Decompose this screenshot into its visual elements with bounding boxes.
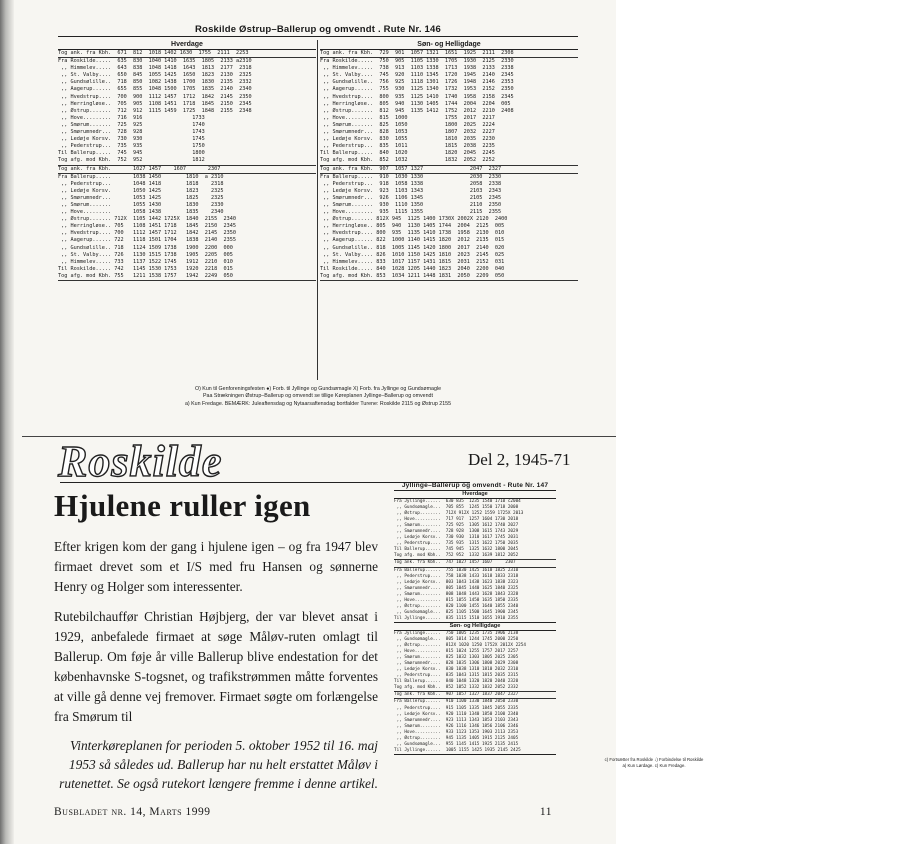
timetable-row: ,, Hove.......... 933 1123 1353 1903 2113 2353 — [394, 729, 519, 735]
timetable-row: ,, Herringløse.. 805 940 1130 1405 1744 2004 2125 005 — [320, 223, 505, 230]
timetable-row: Til Ballerup...... 745 945 1325 1632 1800 2045 — [394, 547, 519, 553]
timetable-row: ,, Hove.......... 815 1024 1255 1757 2017 2257 — [394, 649, 519, 655]
timetable-row: ,, St. Valby.... 826 1010 1150 1425 1810 2023 2145 025 — [320, 251, 505, 258]
timetable-row: Tog ank. fra Kbh. 907 1057 1327 2047 2327 — [320, 166, 578, 174]
timetable-row: ,, Smørumnedr... 926 1106 1345 2105 2345 — [320, 194, 502, 201]
timetable-row: ,, Smørumnedr... 728 928 1743 — [58, 129, 205, 136]
timetable-row: ,, Hove......... 1058 1438 1835 2340 — [58, 209, 224, 216]
timetable-row: Tog ank. fra Kbh. 671 812 1018 1402 1630 1755 2111 2253 — [58, 50, 316, 58]
timetable-row: ,, Himmelev..... 833 1017 1157 1431 1815 2031 2152 031 — [320, 258, 505, 265]
page-number: 11 — [539, 806, 552, 818]
timetable-row: ,, Aagerup...... 655 855 1048 1500 1705 1835 2140 2340 — [58, 86, 252, 93]
timetable-row: ,, Ledøje Korsv.. 920 1110 1340 1850 2100 2340 — [394, 711, 519, 717]
timetable-row: ,, Østrup....... 812 945 1135 1412 1752 2012 2210 2408 — [320, 107, 514, 114]
timetable-row: ,, Østrup....... 812X 945 1125 1400 1730X 2002X 2120 2400 — [320, 216, 508, 223]
timetable-row: ,, Østrup........ 812X 1020 1250 1752X 2012X 2254 — [394, 643, 526, 649]
timetable-row: ,, Smørumnedr... 828 1053 1807 2032 2227 — [320, 129, 495, 136]
timetable-row: ,, Hove......... 716 916 1733 — [58, 114, 205, 121]
timetable-row: Til Roskilde..... 742 1145 1530 1753 1920 2218 015 — [58, 265, 233, 272]
roskilde-logo: Roskilde — [58, 437, 223, 486]
timetable-row: ,, Herringløse.. 705 905 1108 1451 1718 1845 2150 2345 — [58, 100, 252, 107]
weekday-heading: Hverdage — [58, 40, 316, 50]
timetable-row: Tog afg. mod Kbh.. 852 1052 1332 1832 2052 2332 — [394, 685, 556, 692]
timetable-row: ,, Herringløse.. 805 940 1130 1405 1744 2004 2204 005 — [320, 100, 511, 107]
timetable-row: Tog afg. mod Kbh. 752 952 1812 — [58, 157, 316, 165]
timetable-row: ,, Hove.......... 717 917 1257 1604 1730 2018 — [394, 517, 519, 523]
page-spine-shadow — [0, 0, 14, 844]
article-paragraph: Rutebilchauffør Christian Højbjerg, der var blevet ansat i 1929, anbefalede firmaet at søge Måløv-ruten omlagt til Ballerup. Om føje år ville Ballerup blive endestation for det københavnske S-togsnet, og trafikstrømmen måtte forventes at ville gå denne vej fremover. Firmaet søgte om forlængelse fra Smørum til — [54, 609, 378, 724]
timetable-row: ,, Østrup........ 712X 912X 1252 1559 1725X 2013 — [394, 511, 524, 517]
timetable-row: Til Jyllinge...... 1005 1155 1425 1935 2145 2425 — [394, 747, 521, 753]
article-headline: Hjulene ruller igen — [54, 488, 311, 523]
timetable-notes — [58, 386, 578, 408]
timetable-row: ,, Smørumnedr.... 728 928 1308 1615 1743 2029 — [394, 529, 519, 535]
timetable-row: ,, Østrup........ 945 1135 1405 1915 2125 2405 — [394, 735, 519, 741]
timetable-row: Til Roskilde..... 840 1028 1205 1440 1823 2040 2200 040 — [320, 265, 505, 272]
timetable-row: ,, Ledøje Korsv.. 830 1038 1310 1810 2032 2310 — [394, 667, 519, 673]
timetable-row: ,, Pederstrup.... 915 1105 1335 1845 2055 2335 — [394, 705, 519, 711]
timetable-caption: Vinterkøreplanen for perioden 5. oktober 1952 til 16. maj 1953 så således ud. Ballerup har nu helt erstattet Måløv i rutenettet. Se også rutekort længere fremme i denne artikel. — [59, 738, 378, 791]
timetable-row: Tog ank. fra Kbh.. 907 1057 1327 1837 2047 2327 — [394, 692, 556, 699]
timetable-row: Tog ank. fra Kbh.. 747 1027 1457 1607 2307 — [394, 560, 556, 567]
timetable-row: ,, Gundsølille.. 718 850 1082 1438 1700 1830 2135 2332 — [58, 79, 252, 86]
timetable-row: Til Jyllinge...... 835 1115 1510 1655 1910 2355 — [394, 615, 519, 621]
side-holiday-rows — [394, 631, 556, 754]
holiday-rows — [320, 50, 578, 281]
timetable-row: ,, Himmelev..... 738 913 1103 1338 1713 1938 2133 2338 — [320, 65, 514, 72]
timetable-title: Roskilde Østrup–Ballerup og omvendt . Rute Nr. 146 — [195, 24, 441, 35]
timetable-row: ,, Smørum........ 825 1032 1303 1805 2025 2305 — [394, 655, 519, 661]
timetable-row: ,, Smørum....... 930 1110 1350 2110 2350 — [320, 201, 502, 208]
section-banner — [22, 436, 616, 486]
timetable-row: Tog afg. mod Kbh. 853 1034 1211 1448 1831 2050 2209 050 — [320, 273, 578, 281]
timetable-row: ,, Aagerup...... 822 1000 1140 1415 1820 2012 2135 015 — [320, 237, 505, 244]
timetable-row: ,, Østrup....... 712 912 1115 1459 1725 1848 2155 2348 — [58, 107, 252, 114]
timetable-row: ,, Smørumnedr.... 805 1045 1440 1625 1840 2325 — [394, 585, 519, 591]
timetable-row: Tog ank. fra Kbh. 729 901 1057 1321 1651 1925 2111 2308 — [320, 50, 578, 58]
weekday-rows — [58, 50, 316, 281]
timetable-row: ,, Hove......... 935 1115 1355 2115 2355 — [320, 209, 502, 216]
timetable-row: ,, Smørum....... 725 925 1740 — [58, 121, 205, 128]
timetable-row: ,, Hove.......... 815 1055 1450 1635 1850 2335 — [394, 597, 519, 603]
timetable-row: ,, St. Valby.... 745 920 1110 1345 1720 1945 2140 2345 — [320, 72, 514, 79]
timetable-row: ,, St. Valby.... 650 845 1055 1425 1650 1823 2130 2325 — [58, 72, 252, 79]
side-note: a) Kun Lørdage. c) Kun Fredage. — [622, 762, 686, 768]
timetable-row: ,, Ledøje Korsv.. 730 930 1310 1617 1745 2031 — [394, 535, 519, 541]
timetable-row: Fra Ballerup..... 1038 1450 1810 a 2310 — [58, 173, 224, 180]
timetable-row: ,, Pederstrup.... 735 935 1315 1622 1750 2035 — [394, 541, 519, 547]
timetable-row: ,, Hvedstrup.... 800 935 1125 1410 1740 1958 2158 2345 — [320, 93, 514, 100]
timetable-row: ,, Pederstrup... 1048 1418 1818 2318 — [58, 180, 224, 187]
timetable-row: ,, Himmelev..... 643 838 1048 1418 1643 1813 2177 2318 — [58, 65, 252, 72]
timetable-row: ,, Smørum........ 808 1048 1443 1628 1843 2328 — [394, 591, 519, 597]
part-label: Del 2, 1945-71 — [468, 450, 571, 469]
publication-info: Busbladet nr. 14, Marts 1999 — [54, 806, 211, 818]
timetable-row: Fra Ballerup..... 910 1030 1330 2030 2330 — [320, 173, 502, 180]
timetable-row: ,, Aagerup...... 755 930 1125 1340 1732 1953 2152 2350 — [320, 86, 514, 93]
timetable-row: ,, Hvedstrup.... 700 900 1112 1457 1712 1842 2145 2350 — [58, 93, 252, 100]
timetable-row: Fra Ballerup...... 755 1030 1425 1610 1825 2310 — [394, 567, 519, 573]
timetable-row: ,, Gundsømagle... 825 1105 1500 1645 1900 2345 — [394, 609, 519, 615]
timetable-row: ,, Gundsømagle... 955 1145 1415 1925 2135 2415 — [394, 741, 519, 747]
timetable-row: Fra Jyllinge...... 750 1005 1235 1735 1906 2138 — [394, 630, 519, 636]
timetable-row: ,, Pederstrup... 918 1058 1338 2058 2338 — [320, 180, 502, 187]
route-146-timetable — [58, 24, 578, 414]
timetable-row: ,, Smørumnedr... 1053 1425 1825 2325 — [58, 194, 224, 201]
timetable-row: Fra Ballerup...... 910 1100 1330 1840 2050 2330 — [394, 699, 519, 705]
timetable-row: ,, Himmelev..... 733 1137 1522 1745 1912 2210 010 — [58, 258, 233, 265]
timetable-row: ,, Pederstrup.... 835 1043 1315 1815 2035 2315 — [394, 673, 519, 679]
timetable-row: Til Ballerup..... 745 945 1800 — [58, 150, 205, 157]
timetable-row: ,, Smørum........ 926 1116 1346 1856 2106 2346 — [394, 723, 519, 729]
timetable-row: ,, Hove......... 815 1000 1755 2017 2217 — [320, 114, 495, 121]
timetable-row: ,, Ledøje Korsv. 730 930 1745 — [58, 136, 205, 143]
side-weekday-heading: Hverdage — [394, 491, 556, 499]
side-holiday-heading: Søn- og Helligdage — [394, 622, 556, 631]
timetable-row: Fra Jyllinge...... 630 835 1235 1540 1710 c2004 — [394, 499, 521, 504]
timetable-row: Tog ank. fra Kbh. 1027 1457 1607 2307 — [58, 166, 316, 174]
side-timetable-title: Jyllinge–Ballerup og omvendt - Rute Nr. 147 — [401, 482, 549, 489]
timetable-row: ,, Ledøje Korsv. 830 1055 1810 2035 2230 — [320, 136, 495, 143]
timetable-note: O) Kun til Genforeningsfesten ●) Forb. til Jyllinge og Gundsømagle X) Forb. fra Jyllinge og Gundsømagle — [194, 386, 442, 392]
side-weekday-rows — [394, 499, 556, 622]
side-note: c) Fortsætter fra Roskilde ↓) Forbindelse til Roskilde — [604, 756, 704, 762]
timetable-row: Fra Roskilde..... 750 905 1105 1330 1705 1930 2125 2330 — [320, 58, 514, 65]
timetable-row: ,, Østrup........ 820 1100 1455 1640 1855 2340 — [394, 603, 519, 609]
timetable-row: ,, Hvedstrup.... 800 935 1135 1410 1738 1958 2130 010 — [320, 230, 505, 237]
timetable-row: ,, Pederstrup... 835 1011 1815 2038 2235 — [320, 143, 495, 150]
timetable-row: Til Ballerup..... 840 1020 1820 2045 2245 — [320, 150, 495, 157]
side-timetable-notes — [394, 757, 914, 769]
timetable-row: ,, Smørum....... 825 1050 1800 2025 2224 — [320, 121, 495, 128]
timetable-row: ,, Herringløse.. 705 1108 1451 1718 1845 2150 2345 — [58, 223, 237, 230]
timetable-row: ,, Aagerup...... 722 1118 1501 1704 1838 2140 2355 — [58, 237, 237, 244]
timetable-row: ,, Gundsømagle... 805 1014 1244 1745 2000 2250 — [394, 636, 519, 642]
timetable-row: ,, Ledøje Korsv. 1050 1425 1823 2325 — [58, 187, 224, 194]
timetable-row: ,, Smørumnedr.... 828 1035 1306 1808 2029 2308 — [394, 661, 519, 667]
timetable-row: ,, Hvedstrup.... 700 1112 1457 1712 1842 2145 2350 — [58, 230, 237, 237]
holiday-column — [320, 40, 578, 281]
timetable-row: Tog afg. mod Kbh. 852 1032 1832 2052 2252 — [320, 157, 578, 165]
timetable-row: ,, Ledøje Korsv. 923 1103 1343 2103 2343 — [320, 187, 502, 194]
timetable-note: Paa Strækningen Østrup–Ballerup og omvendt se tillige Køreplanen Jyllinge–Ballerup og omvendt — [203, 393, 433, 400]
timetable-row: ,, Pederstrup.... 758 1038 1433 1618 1833 2318 — [394, 573, 519, 579]
timetable-row: ,, Smørum....... 1055 1430 1830 2330 — [58, 201, 224, 208]
timetable-row: Tog afg. mod Kbh.. 752 952 1332 1639 1812 2052 — [394, 553, 556, 560]
timetable-row: Fra Roskilde..... 635 830 1040 1410 1635 1805 2133 a2310 — [58, 58, 252, 65]
timetable-row: ,, Ledøje Korsv.. 803 1043 1438 1623 1838 2323 — [394, 579, 519, 585]
timetable-row: ,, Pederstrup... 735 935 1750 — [58, 143, 205, 150]
timetable-note: a) Kun Fredage. BEMÆRK: Juleaftensdag og Nytaarsaftensdag bortfalder Turene: Roskilde 2115 og Østrup 2155 — [184, 400, 452, 407]
article-body — [54, 537, 378, 737]
timetable-row: ,, St. Valby.... 726 1130 1515 1738 1905 2205 005 — [58, 251, 233, 258]
timetable-row: ,, Gundsømagle... 705 855 1245 1550 1718 2008 — [394, 505, 519, 511]
timetable-row: ,, Smørumnedr.... 923 1113 1343 1853 2103 2343 — [394, 717, 519, 723]
column-divider — [317, 40, 318, 380]
timetable-row: Tog afg. mod Kbh. 755 1211 1538 1757 1942 2249 050 — [58, 273, 316, 281]
timetable-row: ,, Smørum........ 725 925 1305 1612 1740 2027 — [394, 523, 519, 529]
timetable-row: ,, Gundsølille.. 718 1124 1509 1738 1900 2200 000 — [58, 244, 233, 251]
timetable-row: ,, Gundsølille.. 756 925 1118 1301 1726 1948 2146 2353 — [320, 79, 514, 86]
timetable-row: ,, Østrup....... 712X 1105 1442 1725X 1840 2155 2340 — [58, 216, 237, 223]
article-paragraph: Efter krigen kom der gang i hjulene igen – og fra 1947 blev firmaet drevet som et I/S med fru Hansen og sønnerne Henry og Holger som interessenter. — [54, 539, 378, 594]
timetable-row: ,, Gundsølille.. 818 1005 1145 1420 1800 2017 2140 020 — [320, 244, 505, 251]
weekday-column — [58, 40, 316, 281]
holiday-heading: Søn- og Helligdage — [320, 40, 578, 50]
timetable-row: Til Ballerup...... 840 1048 1320 1820 2040 2320 — [394, 679, 519, 685]
route-147-timetable — [394, 481, 704, 825]
